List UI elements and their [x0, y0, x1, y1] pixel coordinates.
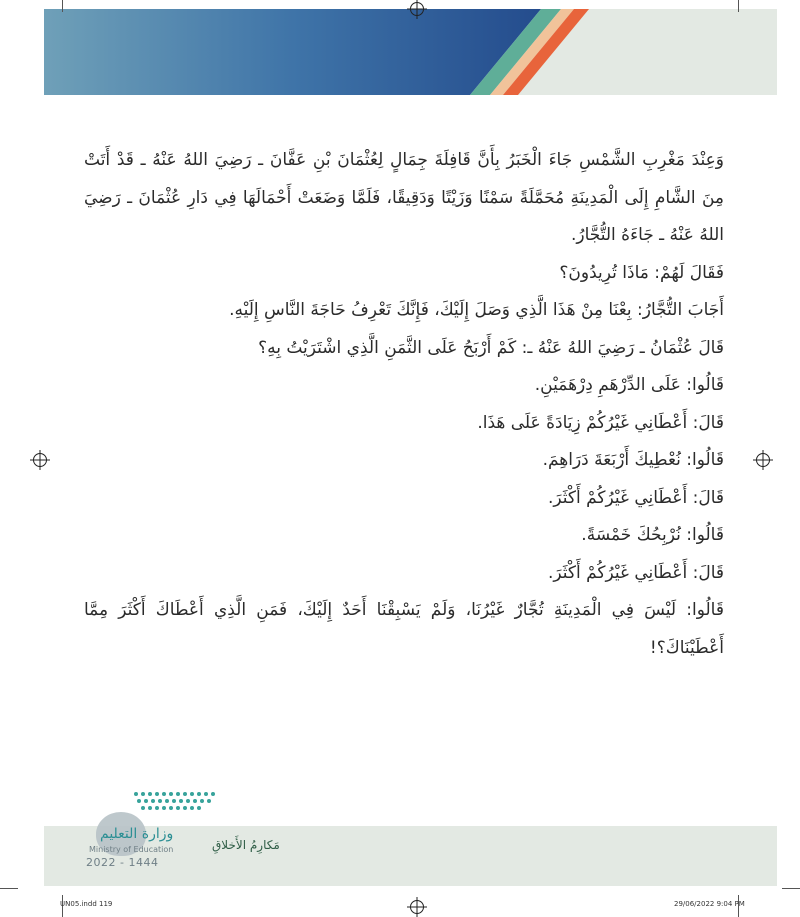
dialogue-line: قَالَ عُثْمَانُ ـ رَضِيَ اللهُ عَنْهُ ـ: كَمْ أَرْبَحُ عَلَى الثَّمَنِ الَّذِي اشْتَرَيْتُ بِهِ؟	[258, 337, 724, 358]
book-title: مَكارِمُ الأَخلاقِ	[212, 838, 280, 852]
crop-mark	[62, 0, 63, 12]
ministry-logo-dots	[130, 790, 220, 812]
dialogue-line: قَالُوا: نُعْطِيكَ أَرْبَعَةَ دَرَاهِمَ.	[542, 450, 724, 470]
dialogue-line: قَالُوا: عَلَى الدِّرْهَمِ دِرْهَمَيْنِ.	[534, 375, 724, 395]
crop-mark	[782, 888, 800, 889]
paragraph-merchants-reply: أَجَابَ التُّجَّارُ: بِعْنَا مِنْ هَذَا الَّذِي وَصَلَ إِلَيْكَ، فَإِنَّكَ تَعْرِفُ حَاجَةَ النَّاسِ إِلَيْهِ.	[229, 300, 724, 320]
registration-mark	[756, 453, 770, 467]
dialogue-line: قَالَ: أَعْطَانِي غَيْرُكُمْ أَكْثَرَ.	[547, 487, 724, 508]
story-text	[84, 142, 724, 667]
registration-mark	[410, 2, 424, 16]
paragraph-final-question: قَالُوا: لَيْسَ فِي الْمَدِينَةِ تُجَّارٌ غَيْرُنَا، وَلَمْ يَسْبِقْنَا أَحَدٌ إِلَيْكَ، فَمَنِ الَّذِي أَعْطَاكَ أَكْثَرَ مِمَّا أَعْطَيْنَاكَ؟!	[84, 600, 724, 658]
print-slug-timestamp: 29/06/2022 9:04 PM	[674, 900, 745, 908]
print-slug-file: UN05.indd 119	[60, 900, 113, 908]
dialogue-line: قَالَ: أَعْطَانِي غَيْرُكُمْ زِيَادَةً عَلَى هَذَا.	[477, 412, 724, 433]
banner-blue-band	[44, 9, 541, 95]
dialogue-line: قَالُوا: نُرْبِحُكَ خَمْسَةً.	[581, 525, 724, 545]
dialogue-line: قَالَ: أَعْطَانِي غَيْرُكُمْ أَكْثَرَ.	[547, 562, 724, 583]
paragraph-caravan: وَعِنْدَ مَغْرِبِ الشَّمْسِ جَاءَ الْخَبَرُ بِأَنَّ قَافِلَةَ جِمَالٍ لِعُثْمَانَ بْنِ عَفَّانَ ـ رَضِيَ اللهُ عَنْهُ ـ قَدْ أَتَتْ مِنَ الشَّامِ إِلَى الْمَدِينَةِ مُحَمَّلَةً سَمْنًا وَزَيْتًا وَدَقِيقًا، فَلَمَّا وَضَعَتْ أَحْمَالَهَا فِي دَارِ عُثْمَانَ ـ رَضِيَ اللهُ عَنْهُ ـ جَاءَهُ التُّجَّارُ.	[84, 150, 724, 245]
ministry-logo-arabic: وزارة التعليم	[100, 826, 174, 842]
banner-graphic	[44, 9, 777, 95]
registration-mark	[410, 900, 424, 914]
ministry-logo-english: Ministry of Education	[89, 845, 174, 854]
ministry-logo-year: 2022 - 1444	[86, 856, 159, 869]
registration-mark	[33, 453, 47, 467]
dialogue-line: فَقَالَ لَهُمْ: مَاذَا تُرِيدُونَ؟	[559, 262, 724, 283]
crop-mark	[738, 0, 739, 12]
crop-mark	[0, 888, 18, 889]
header-banner	[44, 9, 777, 95]
